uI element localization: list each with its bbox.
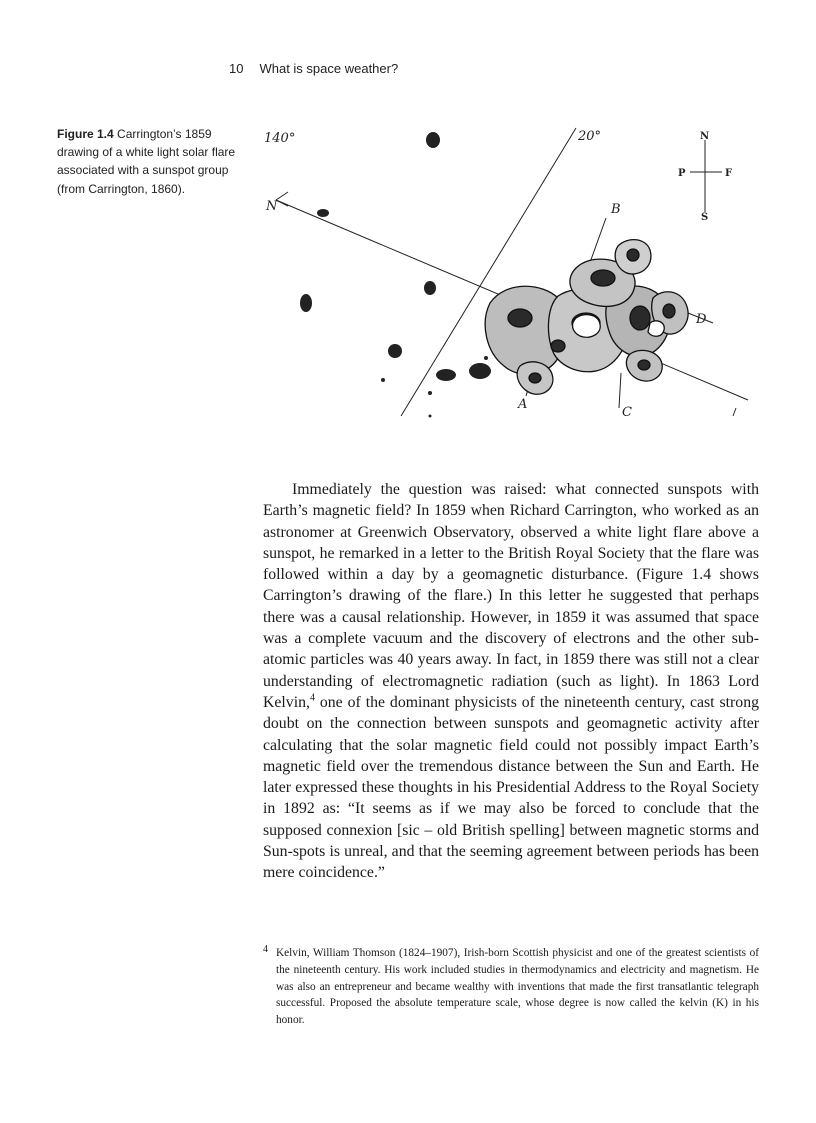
umbra-6 — [663, 304, 675, 318]
label-point-a: A — [518, 397, 528, 412]
spot-7 — [428, 391, 432, 395]
umbra-8 — [638, 360, 650, 370]
footnote — [263, 945, 759, 1029]
umbra-1 — [508, 309, 532, 327]
spot-9 — [429, 415, 432, 418]
carrington-drawing — [258, 118, 763, 423]
footnote-text: Kelvin, William Thomson (1824–1907), Irish-born Scottish physicist and one of the greatest scientists of the nineteenth century. His work included studies in thermodynamics and electricity and magnetism. He was also an entrepreneur and became wealthy with inventions that made the first transatlantic telegraph successful. Proposed the absolute temperature scale, whose degree is now called the kelvin (K) in his honor. — [276, 947, 759, 1027]
compass-label-p: P — [678, 168, 686, 179]
umbra-5 — [627, 249, 639, 261]
figure-label: Figure 1.4 — [57, 127, 114, 141]
running-head-title: What is space weather? — [259, 61, 399, 76]
spot-2 — [317, 209, 329, 217]
body-paragraph — [263, 479, 759, 884]
label-angle-left: 140° — [264, 131, 296, 146]
small-tick — [733, 408, 736, 416]
spot-1 — [426, 132, 440, 148]
spot-10 — [436, 369, 456, 381]
compass-label-f: F — [725, 168, 733, 179]
page-number: 10 — [229, 61, 244, 76]
spot-5 — [388, 344, 402, 358]
umbra-9 — [551, 340, 565, 352]
spot-11 — [469, 363, 491, 379]
label-point-c: C — [622, 405, 632, 420]
figure-caption-text: Carrington’s 1859 drawing of a white light solar flare associated with a sunspot group (from Carrington, 1860). — [57, 127, 236, 196]
flare-patch-d — [648, 321, 664, 336]
umbra-7 — [529, 373, 541, 383]
label-point-b: B — [611, 202, 621, 217]
label-point-d: D — [696, 312, 707, 327]
body-text-part-1: Immediately the question was raised: what connected sunspots with Earth’s magnetic field? In 1859 when Richard Carrington, who worked as an astronomer at Greenwich Observatory, observed a white light flare above a sunspot, he remarked in a letter to the British Royal Society that the flare was followed within a day by a geomagnetic disturbance. (Figure 1.4 shows Carrington’s drawing of the flare.) In this letter he suggested that perhaps there was a causal relationship. However, in 1859 it was assumed that space was a complete vacuum and the discovery of electrons and the other sub-atomic particles was 40 years away. In fact, in 1859 there was still not a clear understanding of electromagnetic radiation (such as light). In 1863 Lord Kelvin, — [263, 481, 759, 711]
flare-patch-b — [573, 315, 601, 338]
running-head — [229, 61, 398, 76]
spot-6 — [381, 378, 385, 382]
umbra-3 — [630, 306, 650, 330]
leader-c — [619, 373, 621, 408]
figure-caption — [57, 125, 243, 198]
label-angle-right: 20° — [578, 129, 602, 144]
carrington-drawing-svg — [258, 118, 763, 423]
spot-8 — [484, 356, 488, 360]
body-text-part-2: one of the dominant physicists of the nineteenth century, cast strong doubt on the connection between sunspots and geomagnetic activity after calculating that the solar magnetic field could not possibly impact Earth’s magnetic field over the tremendous distance between the Sun and Earth. He later expressed these thoughts in his Presidential Address to the Royal Society in 1892 as: “It seems as if we may also be forced to conclude that the supposed connexion [sic – old British spelling] between magnetic storms and Sun-spots is unreal, and that the seeming agreement between periods has been mere coincidence.” — [263, 693, 759, 882]
sunspot-group — [485, 240, 688, 395]
label-north-line: N — [266, 199, 278, 214]
umbra-4 — [591, 270, 615, 286]
footnote-mark: 4 — [263, 944, 268, 955]
compass-label-n: N — [700, 131, 710, 142]
footnote-reference[interactable]: 4 — [309, 692, 315, 704]
compass-label-s: S — [701, 212, 709, 223]
spot-4 — [424, 281, 436, 295]
spot-3 — [300, 294, 312, 312]
